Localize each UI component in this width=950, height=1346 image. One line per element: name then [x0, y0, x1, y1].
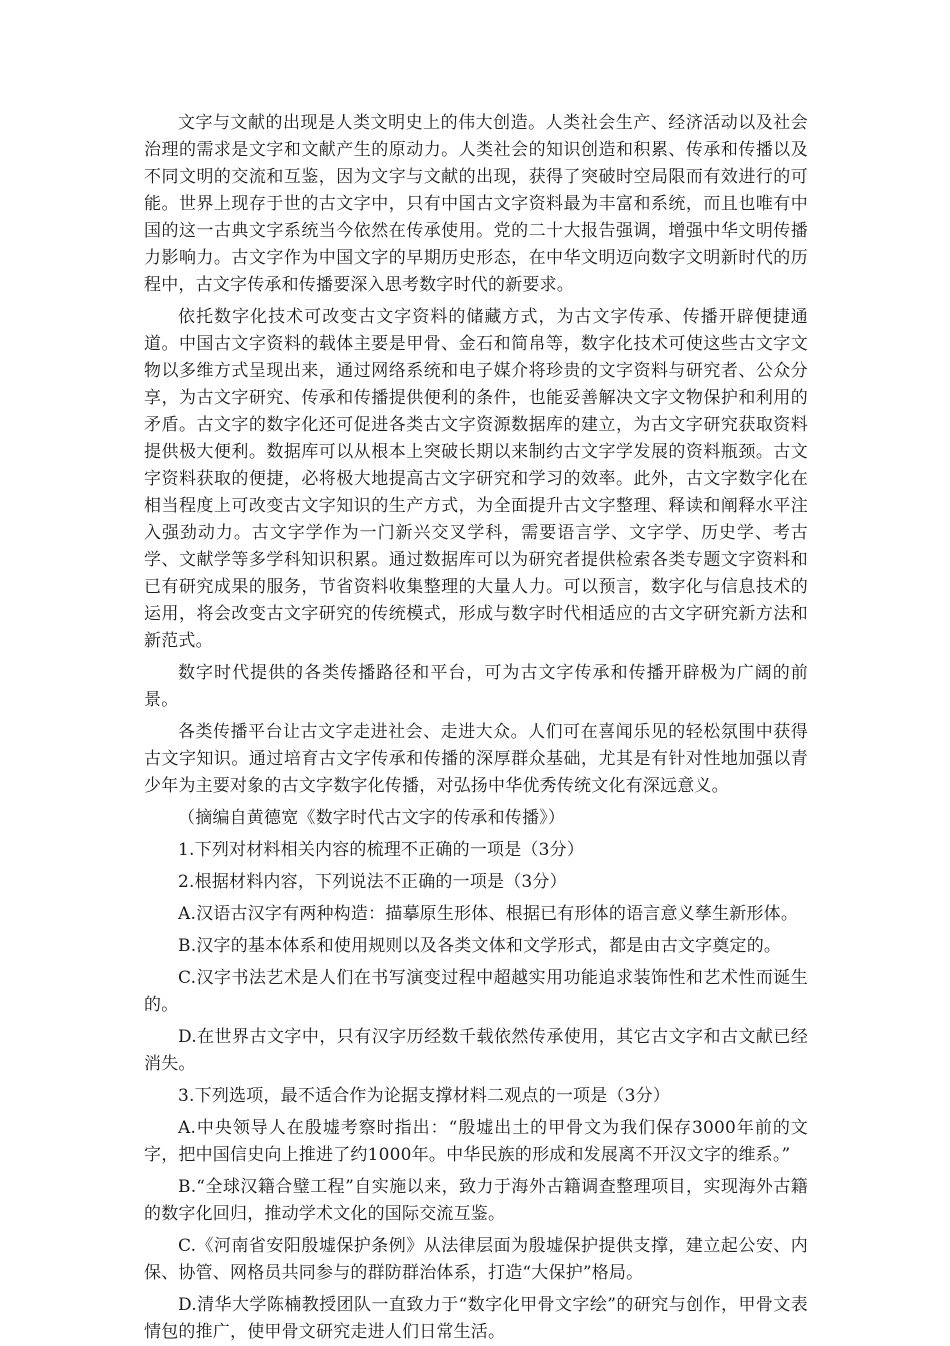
paragraph-1: 文字与文献的出现是人类文明史上的伟大创造。人类社会生产、经济活动以及社会治理的需求是文字和文献产生的原动力。人类社会的知识创造和积累、传承和传播以及不同文明的交流和互鉴，因为文字与文献的出现，获得了突破时空局限而有效进行的可能。世界上现存于世的古文字中，只有中国古文字资料最为丰富和系统，而且也唯有中国的这一古典文字系统当今依然在传承使用。党的二十大报告强调，增强中华文明传播力影响力。古文字作为中国文字的早期历史形态，在中华文明迈向数字文明新时代的历程中，古文字传承和传播要深入思考数字时代的新要求。 [144, 113, 808, 295]
source-citation: （摘编自黄德宽《数字时代古文字的传承和传播》） [178, 808, 566, 828]
question-3-option-b: B.“全球汉籍合璧工程”自实施以来，致力于海外古籍调查整理项目，实现海外古籍的数字化回归，推动学术文化的国际交流互鉴。 [144, 1177, 808, 1224]
paragraph-3: 数字时代提供的各类传播路径和平台，可为古文字传承和传播开辟极为广阔的前景。 [144, 663, 808, 710]
question-2-option-d: D.在世界古文字中，只有汉字历经数千载依然传承使用，其它古文字和古文献已经消失。 [144, 1027, 808, 1074]
question-1: 1.下列对材料相关内容的梳理不正确的一项是（3分） [178, 840, 585, 860]
document-page [144, 110, 808, 1346]
question-2-option-a: A.汉语古汉字有两种构造：描摹原生形体、根据已有形体的语言意义孳生新形体。 [178, 904, 799, 924]
question-2-option-c: C.汉字书法艺术是人们在书写演变过程中超越实用功能追求装饰性和艺术性而诞生的。 [144, 968, 808, 1015]
paragraph-2: 依托数字化技术可改变古文字资料的储藏方式，为古文字传承、传播开辟便捷通道。中国古文字资料的载体主要是甲骨、金石和简帛等，数字化技术可使这些古文字文物以多维方式呈现出来，通过网络系统和电子媒介将珍贵的文字资料与研究者、公众分享，为古文字研究、传承和传播提供便利的条件，也能妥善解决文字文物保护和利用的矛盾。古文字的数字化还可促进各类古文字资源数据库的建立，为古文字研究获取资料提供极大便利。数据库可以从根本上突破长期以来制约古文字学发展的资料瓶颈。古文字资料获取的便捷，必将极大地提高古文字研究和学习的效率。此外，古文字数字化在相当程度上可改变古文字知识的生产方式，为全面提升古文字整理、释读和阐释水平注入强劲动力。古文字学作为一门新兴交叉学科，需要语言学、文字学、历史学、考古学、文献学等多学科知识积累。通过数据库可以为研究者提供检索各类专题文字资料和已有研究成果的服务，节省资料收集整理的大量人力。可以预言，数字化与信息技术的运用，将会改变古文字研究的传统模式，形成与数字时代相适应的古文字研究新方法和新范式。 [144, 307, 808, 651]
question-3-option-a: A.中央领导人在殷墟考察时指出：“殷墟出土的甲骨文为我们保存3000年前的文字，把中国信史向上推进了约1000年。中华民族的形成和发展离不开汉文字的维系。” [144, 1118, 808, 1165]
question-3-option-c: C.《河南省安阳殷墟保护条例》从法律层面为殷墟保护提供支撑，建立起公安、内保、协管、网格员共同参与的群防群治体系，打造“大保护”格局。 [144, 1236, 808, 1283]
question-3-stem: 3.下列选项，最不适合作为论据支撑材料二观点的一项是（3分） [178, 1086, 671, 1106]
paragraph-4: 各类传播平台让古文字走进社会、走进大众。人们可在喜闻乐见的轻松氛围中获得古文字知识。通过培育古文字传承和传播的深厚群众基础，尤其是有针对性地加强以青少年为主要对象的古文字数字化传播，对弘扬中华优秀传统文化有深远意义。 [144, 722, 808, 796]
question-2-option-b: B.汉字的基本体系和使用规则以及各类文体和文学形式，都是由古文字奠定的。 [178, 936, 782, 956]
question-3-option-d: D.清华大学陈楠教授团队一直致力于“数字化甲骨文字绘”的研究与创作，甲骨文表情包的推广，使甲骨文研究走进人们日常生活。 [144, 1295, 808, 1342]
question-2-stem: 2.根据材料内容，下列说法不正确的一项是（3分） [178, 872, 567, 892]
